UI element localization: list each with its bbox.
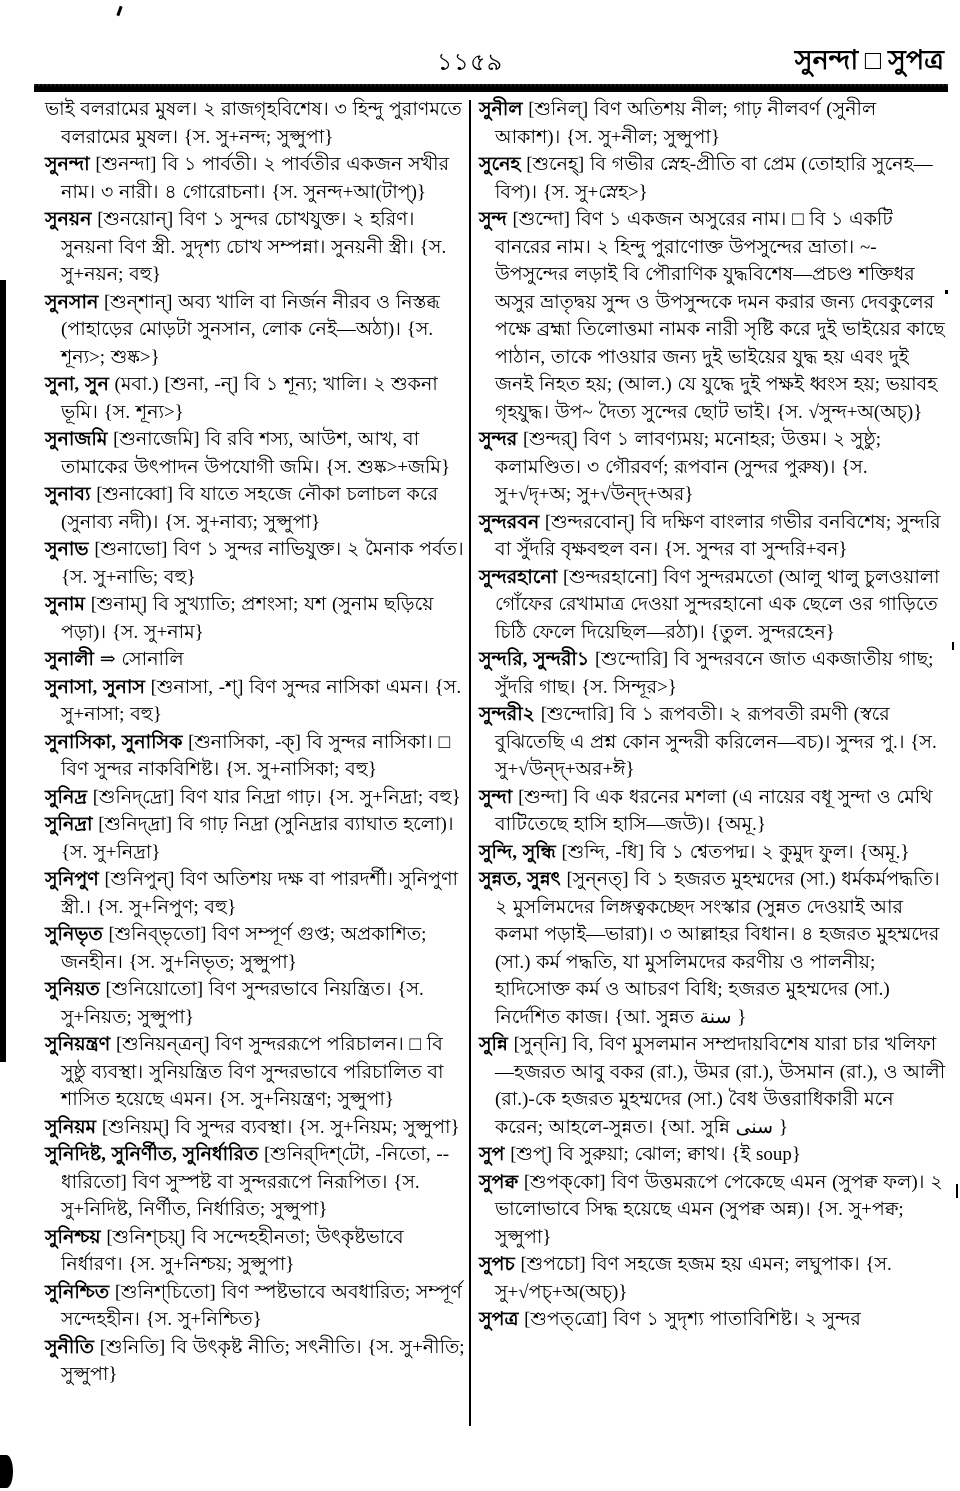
entry-headword: সুনাজমি <box>45 429 108 450</box>
entry-body: [শুন্দা] বি এক ধরনের মশলা (এ নায়ের বধূ সুন্দা ও মেথি বাটিতেছে হাসি হাসি—জউ)। {অমূ.} <box>495 786 933 835</box>
scan-artifact <box>956 1184 958 1198</box>
dictionary-entry <box>45 96 465 151</box>
entry-headword: সুন্দরি, সুন্দরী১ <box>479 649 590 670</box>
left-column <box>45 96 465 1389</box>
dictionary-entry <box>479 839 947 867</box>
dictionary-entry <box>479 151 947 206</box>
dictionary-entry <box>45 646 465 674</box>
entry-headword: সুনিয়ত <box>45 979 100 1000</box>
entry-headword: সুপক্ব <box>479 1171 519 1193</box>
entry-body: [শুনিদ্‌দ্রো] বিণ যার নিদ্রা গাঢ়। {স. সু+নিদ্রা; বহু} <box>86 786 461 808</box>
entry-headword: সুপ <box>479 1144 505 1165</box>
dictionary-entry <box>479 1306 947 1334</box>
entry-body: [শুনন্দা] বি ১ পার্বতী। ২ পার্বতীর একজন সখীর নাম। ৩ নারী। ৪ গোরোচনা। {স. সুনন্দ+আ(টাপ্)} <box>61 154 450 203</box>
header-rule <box>34 84 948 92</box>
dictionary-entry <box>45 729 465 784</box>
entry-body: [শুনাসা, -শ্] বিণ সুন্দর নাসিকা এমন। {স. সু+নাসা; বহু} <box>61 676 462 725</box>
entry-headword: সুনীতি <box>45 1336 95 1358</box>
entry-body: [শুনিয়ন্‌ত্রন্] বিণ সুন্দররূপে পরিচালন। □ বি সুষ্ঠু ব্যবস্থা। সুনিয়ন্ত্রিত বিণ সুন্দরভাবে পরিচালিত বা শাসিত হয়েছে এমন। {স. সু+নিয়ন্ত্রণ; সুপ্সুপা} <box>61 1034 444 1110</box>
entry-headword: সুনাম <box>45 594 85 615</box>
entry-body: [শুনিব্‌ভৃতো] বিণ সম্পূর্ণ গুপ্ত; অপ্রকাশিত; জনহীন। {স. সু+নিভৃত; সুপ্সুপা} <box>61 924 427 973</box>
dictionary-entry <box>45 426 465 481</box>
entry-body: [শুনিল্] বিণ অতিশয় নীল; গাঢ় নীলবর্ণ (সুনীল আকাশ)। {স. সু+নীল; সুপ্সুপা} <box>495 99 877 148</box>
entry-headword: সুনসান <box>45 291 99 313</box>
entry-body: [শুনিশ্‌চয়্] বি সন্দেহহীনতা; উৎকৃষ্টভাবে নির্ধারণ। {স. সু+নিশ্চয়; সুপ্সুপা} <box>61 1226 404 1275</box>
dictionary-entry <box>479 564 947 647</box>
entry-body: [শুপত্‌ত্রো] বিণ ১ সুদৃশ্য পাতাবিশিষ্ট। ২ সুন্দর <box>518 1309 861 1330</box>
dictionary-entry <box>45 536 465 591</box>
dictionary-entry <box>479 96 947 151</box>
entry-body: [শুপক্‌কো] বিণ উত্তমরূপে পেকেছে এমন (সুপক্ব ফল)। ২ ভালোভাবে সিদ্ধ হয়েছে এমন (সুপক্ব অন্ন)। {স. সু+পক্ব; সুপ্সুপা} <box>495 1171 943 1248</box>
entry-body: [শুনিয়োতো] বিণ সুন্দরভাবে নিয়ন্ত্রিত। {স. সু+নিয়ত; সুপ্সুপা} <box>61 979 424 1028</box>
column-divider-rule <box>469 100 471 1426</box>
entry-body: ভাই বলরামের মুষল। ২ রাজগৃহবিশেষ। ৩ হিন্দু পুরাণমতে বলরামের মুষল। {স. সু+নন্দ; সুপ্সুপা} <box>45 99 462 148</box>
entry-body: [শুনাসিকা, -ক্] বি সুন্দর নাসিকা। □ বিণ সুন্দর নাকবিশিষ্ট। {স. সু+নাসিকা; বহু} <box>61 731 451 780</box>
dictionary-entry <box>45 921 465 976</box>
entry-headword: সুনাসিকা, সুনাসিক <box>45 731 183 753</box>
dictionary-entry <box>45 674 465 729</box>
entry-body: [শুনিতি] বি উৎকৃষ্ট নীতি; সৎনীতি। {স. সু+নীতি; সুপ্সুপা} <box>61 1336 465 1385</box>
entry-headword: সুনিয়ম <box>45 1116 97 1138</box>
entry-body: ⇒ সোনালি <box>94 649 184 670</box>
entry-headword: সুন্দ <box>479 209 507 230</box>
dictionary-entry <box>479 1251 947 1306</box>
entry-body: [শুন্দরবোন্] বি দক্ষিণ বাংলার গভীর বনবিশেষ; সুন্দরি বা সুঁদরি বৃক্ষবহুল বন। {স. সুন্দর বা সুন্দরি+বন} <box>495 511 941 560</box>
entry-headword: সুনাব্য <box>45 484 91 505</box>
entry-body: [শুপ্] বি সুরুয়া; ঝোল; ক্বাথ। {ই soup} <box>504 1144 802 1165</box>
entry-headword: সুনয়ন <box>45 209 92 230</box>
entry-body: [শুনিদ্‌দ্রা] বি গাঢ় নিদ্রা (সুনিদ্রার ব্যাঘাত হলো)। {স. সু+নিদ্রা} <box>61 814 454 863</box>
entry-headword: সুনিশ্চিত <box>45 1281 110 1303</box>
dictionary-entry <box>479 1141 947 1169</box>
entry-headword: সুন্দা <box>479 786 513 808</box>
dictionary-entry <box>45 1141 465 1224</box>
dictionary-entry <box>479 1169 947 1252</box>
dictionary-entry <box>479 206 947 426</box>
entry-headword: সুন্নত, সুন্নৎ <box>479 869 561 890</box>
entry-headword: সুনাভ <box>45 539 89 560</box>
entry-body: [শুনাব্বো] বি যাতে সহজে নৌকা চলাচল করে (সুনাব্য নদী)। {স. সু+নাব্য; সুপ্সুপা} <box>61 484 438 533</box>
dictionary-entry <box>45 1114 465 1142</box>
entry-body: [শুন্দোরি] বি ১ রূপবতী। ২ রূপবতী রমণী (স্বরে বুঝিতেছি এ প্রশ্ন কোন সুন্দরী করিলেন—বচ)। সুন্দর পু.। {স. সু+√উন্দ্+অর+ঈ} <box>495 704 937 780</box>
entry-body: [শুনয়োন্] বিণ ১ সুন্দর চোখযুক্ত। ২ হরিণ। সুনয়না বিণ স্ত্রী. সুদৃশ্য চোখ সম্পন্না। সুনয়নী স্ত্রী। {স. সু+নয়ন; বহু} <box>61 209 447 285</box>
entry-body: [শুন্দোরি] বি সুন্দরবনে জাত একজাতীয় গাছ; সুঁদরি গাছ। {স. সিন্দূর>} <box>495 649 934 698</box>
dictionary-entry <box>45 206 465 289</box>
page-number: ১১৫৯ <box>436 50 504 76</box>
scan-artifact <box>0 1455 13 1488</box>
entry-headword: সুনীল <box>479 99 523 120</box>
entry-body: (মবা.) [শুনা, -ন্] বি ১ শূন্য; খালি। ২ শুকনা ভূমি। {স. শূন্য>} <box>61 374 438 423</box>
dictionary-entry <box>45 371 465 426</box>
entry-headword: সুন্দরবন <box>479 511 540 533</box>
entry-body: [শুনিশ্‌চিতো] বিণ স্পষ্টভাবে অবধারিত; সম্পূর্ণ সন্দেহহীন। {স. সু+নিশ্চিত} <box>61 1281 462 1330</box>
dictionary-entry <box>45 784 465 812</box>
entry-headword: সুন্নি <box>479 1034 508 1055</box>
entry-headword: সুনালী <box>45 649 94 670</box>
entry-headword: সুনন্দা <box>45 154 90 175</box>
dictionary-entry <box>45 811 465 866</box>
entry-headword: সুনিদ্র <box>45 786 87 808</box>
entry-headword: সুনাসা, সুনাস <box>45 676 145 698</box>
entry-body: [শুন্দো] বিণ ১ একজন অসুরের নাম। □ বি ১ একটি বানরের নাম। ২ হিন্দু পুরাণোক্ত উপসুন্দের ভ্রাতা। ~-উপসুন্দের লড়াই বি পৌরাণিক যুদ্ধবিশেষ—প্রচণ্ড শক্তিধর অসুর ভ্রাতৃদ্বয় সুন্দ ও উপসুন্দকে দমন করার জন্য দেবকুলের পক্ষে ব্রহ্মা তিলোত্তমা নামক নারী সৃষ্টি করে দুই ভাইয়ের কাছে পাঠান, তাকে পাওয়ার জন্য দুই ভাইয়ের যুদ্ধ হয় এবং দুই জনই নিহত হয়; (আল.) যে যুদ্ধে দুই পক্ষই ধ্বংস হয়; ভয়াবহ গৃহযুদ্ধ। উপ~ দৈত্য সুন্দের ছোট ভাই। {স. √সুন্দ+অ(অচ্)} <box>495 209 945 423</box>
dictionary-entry <box>45 481 465 536</box>
entry-headword: সুনিয়ন্ত্রণ <box>45 1034 111 1055</box>
guide-words: সুনন্দা □ সুপত্র <box>794 45 944 75</box>
dictionary-entry <box>45 976 465 1031</box>
entry-body: [শুন্দি, -ধি] বি ১ শ্বেতপদ্ম। ২ কুমুদ ফুল। {অমূ.} <box>555 841 910 863</box>
entry-headword: সুনিভৃত <box>45 924 103 945</box>
dictionary-entry <box>45 289 465 372</box>
scan-artifact <box>0 280 6 1062</box>
dictionary-entry <box>45 591 465 646</box>
entry-headword: সুনিপুণ <box>45 869 99 890</box>
dictionary-entry <box>479 426 947 509</box>
entry-body: [সুন্‌নি] বি, বিণ মুসলমান সম্প্রদায়বিশেষ যারা চার খলিফা—হজরত আবু বকর (রা.), উমর (রা.), উসমান (রা.), ও আলী (রা.)-কে হজরত মুহম্মদের (সা.) বৈধ উত্তরাধিকারী মনে করেন; আহলে-সুন্নত। {আ. সুন্নি سنى } <box>495 1034 946 1138</box>
scan-artifact <box>116 6 122 16</box>
entry-body: [শুনিয়ম্] বি সুন্দর ব্যবস্থা। {স. সু+নিয়ম; সুপ্সুপা} <box>96 1116 460 1138</box>
entry-body: [শুনাভো] বিণ ১ সুন্দর নাভিযুক্ত। ২ মৈনাক পর্বত। {স. সু+নাভি; বহু} <box>61 539 464 588</box>
page-header <box>0 40 960 84</box>
dictionary-entry <box>45 1224 465 1279</box>
entry-headword: সুন্দি, সুন্ধি <box>479 841 556 863</box>
entry-body: [শুন্দরহানো] বিণ সুন্দরমতো (আলু থালু চুলওয়ালা গোঁফের রেখামাত্র দেওয়া সুন্দরহানো এক ছেলে ওর গাড়িতে চিঠি ফেলে দিয়েছিল—রঠা)। {তুল. সুন্দরহেন} <box>495 566 940 643</box>
entry-body: [শুনির্‌দিশ্‌টো, -নিতো, --ধারিতো] বিণ সুস্পষ্ট বা সুন্দররূপে নিরূপিত। {স. সু+নিদিষ্ট, নির্ণীত, নির্ধারিত; সুপ্সুপা} <box>61 1144 450 1220</box>
dictionary-entry <box>479 701 947 784</box>
entry-headword: সুপচ <box>479 1254 515 1275</box>
entry-headword: সুন্দর <box>479 429 518 450</box>
entry-headword: সুন্দরহানো <box>479 566 558 588</box>
entry-body: [সুন্‌নত্] বি ১ হজরত মুহম্মদের (সা.) ধর্মকর্মপদ্ধতি। ২ মুসলিমদের লিঙ্গত্বকচ্ছেদ সংস্কার (সুন্নত দেওয়াই আর কলমা পড়াই—ভারা)। ৩ আল্লাহর বিধান। ৪ হজরত মুহম্মদের (সা.) কর্ম পদ্ধতি, যা মুসলিমদের করণীয় ও পালনীয়; হাদিসোক্ত কর্ম ও আচরণ বিধি; হজরত মুহম্মদের (সা.) নির্দেশিত কাজ। {আ. সুন্নত سنة } <box>495 869 940 1028</box>
entry-body: [শুপচো] বিণ সহজে হজম হয় এমন; লঘুপাক। {স. সু+√পচ্+অ(অচ্)} <box>495 1254 892 1303</box>
entry-headword: সুনা, সুন <box>45 374 109 395</box>
dictionary-entry <box>479 646 947 701</box>
dictionary-entry <box>479 866 947 1031</box>
dictionary-entry <box>479 509 947 564</box>
entry-body: [শুনাম্] বি সুখ্যাতি; প্রশংসা; যশ (সুনাম ছড়িয়ে পড়া)। {স. সু+নাম} <box>61 594 434 643</box>
scan-artifact <box>945 290 948 294</box>
entry-body: [শুন্দর্] বিণ ১ লাবণ্যময়; মনোহর; উত্তম। ২ সুষ্ঠু; কলামণ্ডিত। ৩ গৌরবর্ণ; রূপবান (সুন্দর পুরুষ)। {স. সু+√দৃ+অ; সু+√উন্দ্+অর} <box>495 429 882 505</box>
dictionary-entry <box>45 1279 465 1334</box>
dictionary-entry <box>45 151 465 206</box>
entry-headword: সুনিদিষ্ট, সুনির্ণীত, সুনির্ধারিত <box>45 1144 259 1165</box>
entry-body: [শুনাজেমি] বি রবি শস্য, আউশ, আখ, বা তামাকের উৎপাদন উপযোগী জমি। {স. শুষ্ক>+জমি} <box>61 429 451 478</box>
entry-body: [শুনিপুন্] বিণ অতিশয় দক্ষ বা পারদর্শী। সুনিপুণা স্ত্রী.। {স. সু+নিপুণ; বহু} <box>61 869 459 918</box>
right-column <box>479 96 947 1334</box>
scan-artifact <box>952 642 954 650</box>
dictionary-entry <box>45 866 465 921</box>
entry-headword: সুনিদ্রা <box>45 814 93 835</box>
entry-headword: সুনিশ্চয় <box>45 1226 101 1248</box>
entry-body: [শুন্‌শান্] অব্য খালি বা নির্জন নীরব ও নিস্তব্ধ (পাহাড়ের মোড়টা সুনসান, লোক নেই—অঠা)। {স. শূন্য>; শুষ্ক>} <box>61 291 440 368</box>
entry-headword: সুনেহ <box>479 154 521 175</box>
dictionary-entry <box>45 1334 465 1389</box>
entry-headword: সুপত্র <box>479 1309 519 1330</box>
entry-body: [শুনেহ্] বি গভীর স্নেহ-প্রীতি বা প্রেম (তোহারি সুনেহ—বিপ)। {স. সু+স্নেহ>} <box>495 154 933 203</box>
dictionary-entry <box>45 1031 465 1114</box>
entry-headword: সুন্দরী২ <box>479 704 536 725</box>
dictionary-entry <box>479 784 947 839</box>
dictionary-entry <box>479 1031 947 1141</box>
